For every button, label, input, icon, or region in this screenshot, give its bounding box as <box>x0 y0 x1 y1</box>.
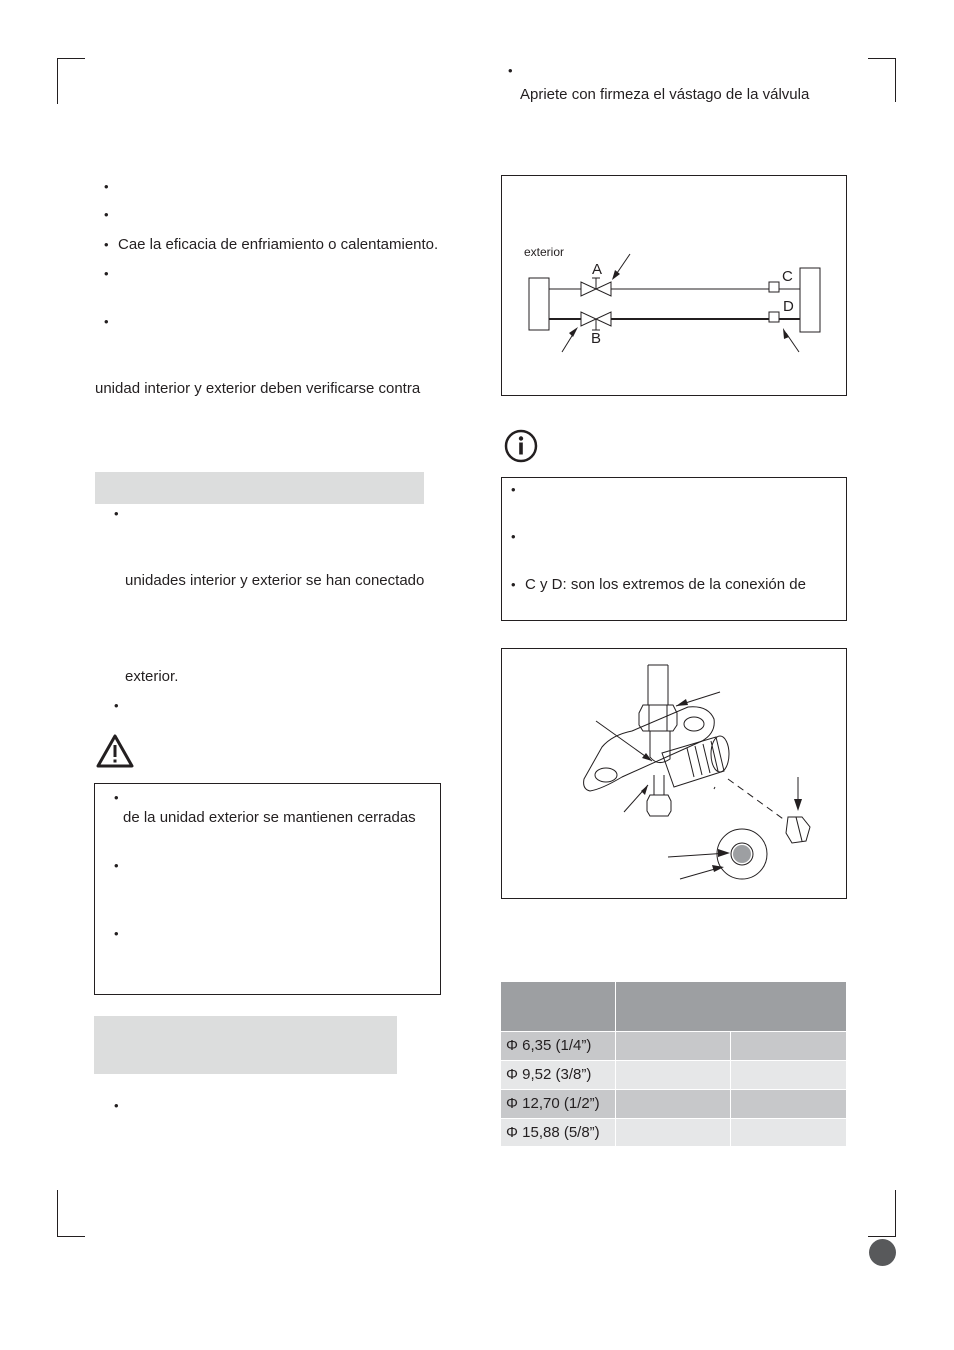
table-cell <box>616 1032 730 1060</box>
page-number-circle <box>869 1239 896 1266</box>
bullet-dot: • <box>114 698 119 713</box>
crop-mark-br-v <box>895 1190 896 1236</box>
verify-text: unidad interior y exterior deben verificarse contra <box>95 380 421 397</box>
label-c: C <box>782 268 793 285</box>
info-box <box>501 477 847 621</box>
crop-mark-bl-v <box>57 1190 58 1236</box>
bullet-dot: • <box>104 266 109 281</box>
bullet-dot: • <box>511 482 516 497</box>
warning-triangle-icon <box>96 734 134 768</box>
bullet-dot: • <box>114 858 119 873</box>
table-cell <box>731 1032 846 1060</box>
bullet-dot: • <box>114 790 119 805</box>
table-cell-size: Φ 9,52 (3/8”) <box>501 1061 615 1089</box>
section1-text-line1: unidades interior y exterior se han conectado <box>125 572 425 589</box>
torque-table <box>501 982 846 1146</box>
bullet-dot: • <box>104 314 109 329</box>
valve-diagram-frame <box>501 648 847 899</box>
table-cell <box>731 1119 846 1146</box>
section-heading-bar-1 <box>95 472 424 504</box>
label-a: A <box>592 261 603 278</box>
bullet-dot: • <box>508 63 513 78</box>
caution-box <box>94 783 441 995</box>
table-cell <box>731 1090 846 1118</box>
service-valve-diagram <box>502 649 846 898</box>
label-d: D <box>783 298 794 315</box>
table-cell-size: Φ 6,35 (1/4”) <box>501 1032 615 1060</box>
caution-text-line1: de la unidad exterior se mantienen cerradas <box>123 809 416 826</box>
table-row <box>501 1061 846 1089</box>
table-row <box>501 1032 846 1060</box>
bullet-dot: • <box>104 237 109 252</box>
table-cell <box>731 1061 846 1089</box>
section-heading-bar-2 <box>94 1016 397 1074</box>
bullet-dot: • <box>114 1098 119 1113</box>
label-b: B <box>591 330 602 347</box>
table-row <box>501 1119 846 1147</box>
bullet-dot: • <box>104 179 109 194</box>
section1-text-line2: exterior. <box>125 668 179 685</box>
info-text-cd: C y D: son los extremos de la conexión de <box>525 576 806 593</box>
crop-mark-tl-h <box>57 58 85 59</box>
crop-mark-tr-h <box>868 58 896 59</box>
bullet-dot: • <box>104 207 109 222</box>
table-row <box>501 1090 846 1118</box>
crop-mark-tl-v <box>57 58 58 104</box>
bullet-dot: • <box>511 577 516 592</box>
table-cell <box>616 1061 730 1089</box>
crop-mark-tr-v <box>895 58 896 102</box>
label-exterior: exterior <box>524 245 565 259</box>
bullet-dot: • <box>114 506 119 521</box>
tighten-valve-text: Apriete con firmeza el vástago de la válvula <box>520 86 810 103</box>
table-cell-size: Φ 15,88 (5/8”) <box>501 1119 615 1146</box>
info-icon <box>503 428 539 464</box>
table-header-torque <box>616 982 846 1031</box>
piping-diagram-frame <box>501 175 847 396</box>
table-cell <box>616 1090 730 1118</box>
piping-diagram <box>502 176 846 395</box>
table-header-size <box>501 982 615 1031</box>
bullet-dot: • <box>511 529 516 544</box>
table-cell <box>616 1119 730 1146</box>
crop-mark-br-h <box>868 1236 896 1237</box>
bullet-dot: • <box>114 926 119 941</box>
crop-mark-bl-h <box>57 1236 85 1237</box>
efficiency-drop-text: Cae la eficacia de enfriamiento o calentamiento. <box>118 236 439 253</box>
table-cell-size: Φ 12,70 (1/2”) <box>501 1090 615 1118</box>
